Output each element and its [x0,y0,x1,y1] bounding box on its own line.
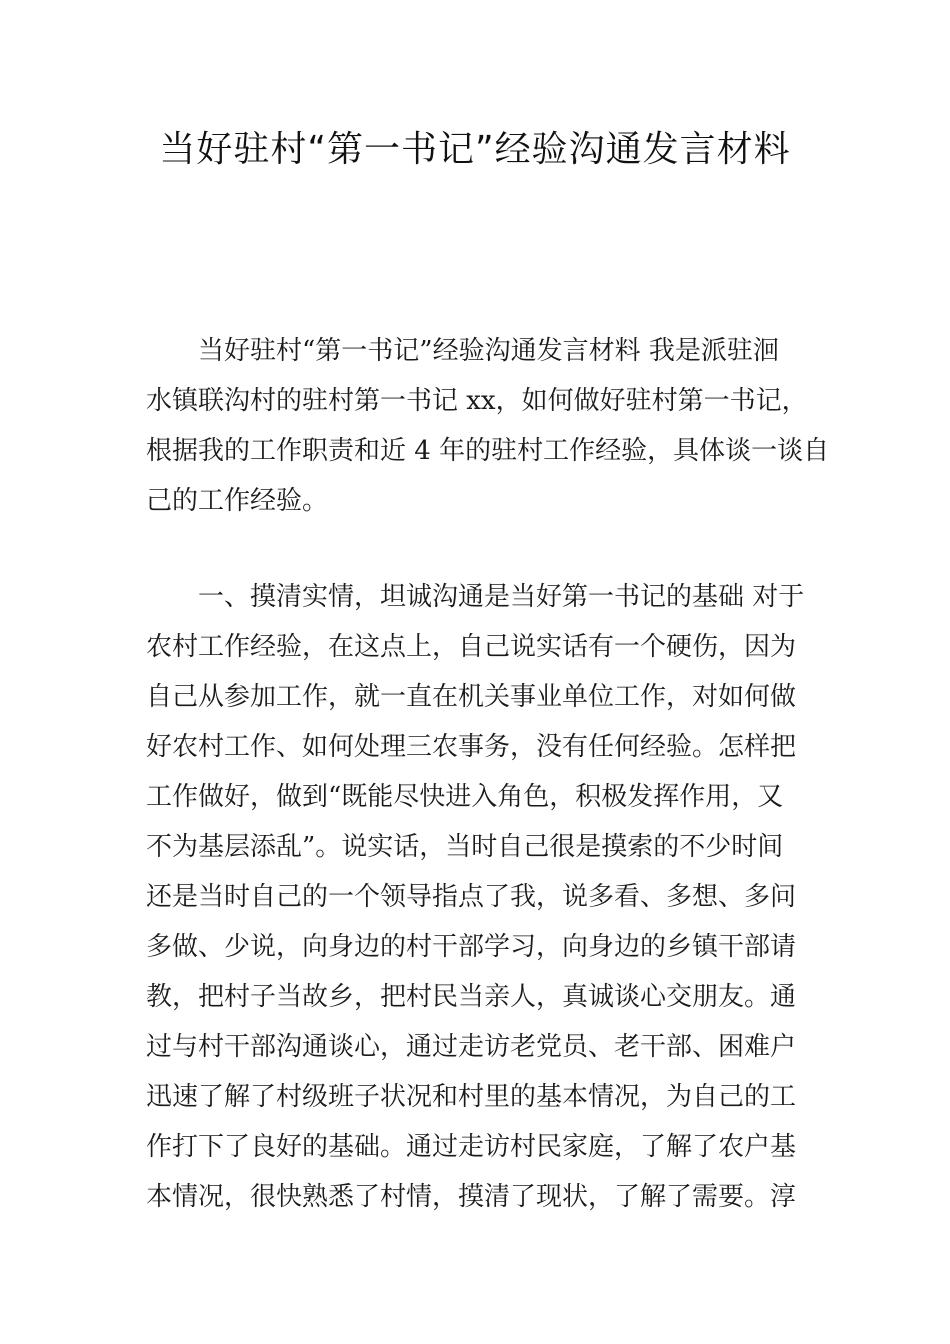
text-line: 水镇联沟村的驻村第一书记 xx，如何做好驻村第一书记， [146,386,808,416]
text-line: 好农村工作、如何处理三农事务，没有任何经验。怎样把 [146,732,797,762]
text-line: 迅速了解了村级班子状况和村里的基本情况，为自己的工 [146,1082,797,1112]
text-line: 不为基层添乱”。说实话，当时自己很是摸索的不少时间 [146,832,784,862]
text-line: 工作做好，做到“既能尽快进入角色，积极发挥作用，又 [146,782,784,812]
text-line: 自己从参加工作，就一直在机关事业单位工作，对如何做 [146,682,797,712]
text-line: 作打下了良好的基础。通过走访村民家庭，了解了农户基 [146,1132,797,1162]
text-line: 过与村干部沟通谈心，通过走访老党员、老干部、困难户 [146,1032,797,1062]
text-line: 农村工作经验，在这点上，自己说实话有一个硬伤，因为 [146,632,797,662]
document-title: 当好驻村“第一书记”经验沟通发言材料 [159,129,791,170]
text-line: 一、摸清实情，坦诚沟通是当好第一书记的基础 对于 [146,582,805,612]
text-line: 多做、少说，向身边的村干部学习，向身边的乡镇干部请 [146,932,797,962]
paragraph-intro [146,326,830,526]
text-line: 当好驻村“第一书记”经验沟通发言材料 我是派驻洄 [146,336,779,366]
text-line: 还是当时自己的一个领导指点了我，说多看、多想、多问 [146,882,797,912]
paragraph-section-one [146,572,810,1222]
text-line: 教，把村子当故乡，把村民当亲人，真诚谈心交朋友。通 [146,982,797,1012]
text-line: 本情况，很快熟悉了村情，摸清了现状，了解了需要。淳 [146,1182,797,1212]
text-line: 根据我的工作职责和近 4 年的驻村工作经验，具体谈一谈自 [146,436,830,466]
text-line: 己的工作经验。 [146,486,329,516]
